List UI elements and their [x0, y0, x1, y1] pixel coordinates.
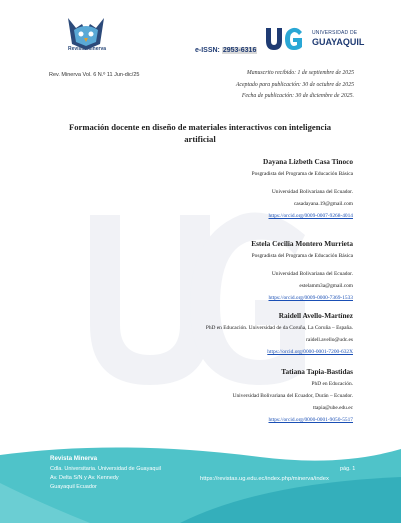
page-number: pág. 1 — [340, 466, 356, 472]
author-orcid-link[interactable]: https://orcid.org/0000-0001-9050-5517 — [268, 417, 353, 423]
author-email[interactable]: casadayana.19@gmail.com — [293, 201, 353, 207]
author-orcid-link[interactable]: https://orcid.org/0000-0001-7200-632X — [267, 349, 353, 355]
ug-logo-icon — [264, 26, 304, 52]
eissn-number: 2953-6316 — [222, 47, 257, 54]
author-affiliation: Posgradista del Programa de Educación Básica — [251, 253, 353, 259]
author-name: Tatiana Tapia-Bastidas — [281, 367, 353, 376]
footer-address-1: Cdla. Universitaria. Universidad de Guayaquil — [50, 466, 161, 472]
university-line1: UNIVERSIDAD DE — [312, 30, 358, 36]
date-accepted: Aceptado para publicación: 30 de octubre de 2025 — [235, 81, 354, 88]
author-orcid-link[interactable]: https://orcid.org/0009-0007-9268-4014 — [268, 213, 353, 219]
author-institution: Universidad Bolivariana del Ecuador. — [271, 189, 353, 195]
author-email[interactable]: ttapia@ube.edu.ec — [313, 405, 353, 411]
author-orcid-link[interactable]: https://orcid.org/0009-0000-7369-1533 — [268, 295, 353, 301]
author-name: Dayana Lizbeth Casa Tinoco — [263, 157, 353, 166]
author-affiliation: Posgradista del Programa de Educación Básica — [251, 171, 353, 177]
author-institution: Universidad Bolivariana del Ecuador. — [271, 271, 353, 277]
author-block — [206, 310, 353, 358]
author-block — [233, 366, 353, 426]
journal-logo-text: Revista Minerva — [67, 46, 107, 52]
footer-journal-link[interactable]: https://revistas.ug.edu.ec/index.php/minerva/index — [200, 476, 329, 482]
footer-address-3: Guayaquil Ecuador — [50, 484, 97, 490]
author-name: Raidell Avello-Martínez — [278, 311, 353, 320]
university-line2: GUAYAQUIL — [312, 37, 365, 47]
author-affiliation: PhD en Educación. — [311, 381, 353, 387]
footer-journal: Revista Minerva — [50, 455, 98, 462]
footer-address-2: Av. Delta S/N y Av. Kennedy — [50, 475, 119, 481]
issue-info: Rev. Minerva Vol. 6 N.º 11 Jun-dic/25 — [49, 72, 140, 78]
author-name: Estela Cecilia Montero Murrieta — [251, 239, 353, 248]
article-dates — [236, 68, 354, 103]
author-block — [251, 238, 353, 304]
author-institution: Universidad Bolivariana del Ecuador, Durán – Ecuador. — [232, 393, 353, 399]
eissn — [195, 47, 257, 54]
author-affiliation: PhD en Educación. Universidad de da Coruña, La Coruña – España. — [205, 325, 353, 331]
eissn-label: e-ISSN: — [195, 47, 220, 54]
author-email[interactable]: raidell.avello@udc.es — [306, 337, 353, 343]
article-title: Formación docente en diseño de materiales interactivos con inteligencia artificial — [68, 122, 332, 144]
date-published: Fecha de publicación: 30 de diciembre de 2025. — [241, 93, 354, 99]
author-block — [252, 156, 353, 222]
date-received: Manuscrito recibido: 1 de septiembre de 2025 — [246, 70, 354, 76]
author-email[interactable]: estelamm3a@gmail.com — [299, 283, 353, 289]
